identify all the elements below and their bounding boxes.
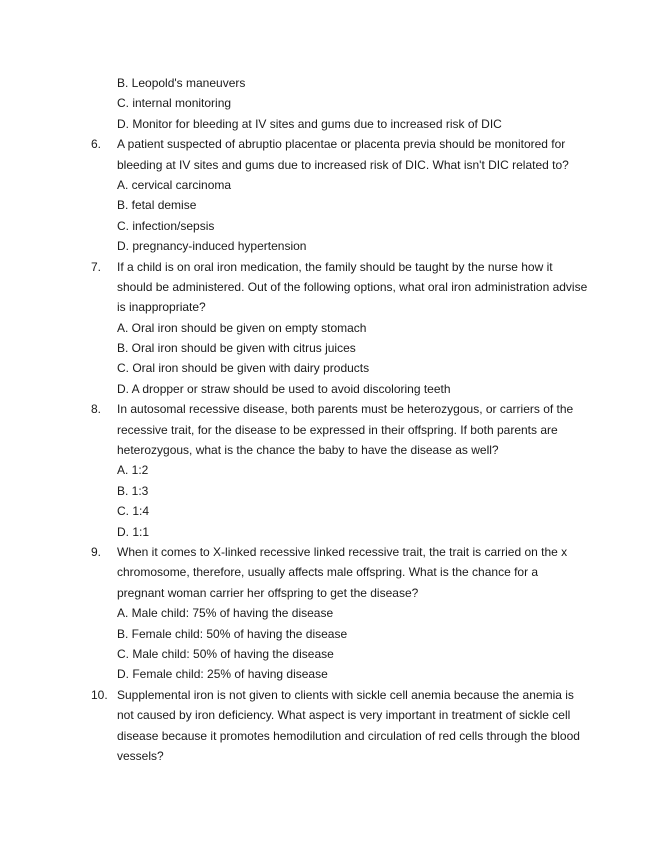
question-text: heterozygous, what is the chance the baby to have the disease as well? bbox=[117, 443, 499, 458]
question-line bbox=[0, 399, 655, 419]
answer-option: C. Male child: 50% of having the disease bbox=[117, 646, 334, 661]
question-text: chromosome, therefore, usually affects male offspring. What is the chance for a bbox=[117, 565, 539, 580]
question-text: disease because it promotes hemodilution and circulation of red cells through the blood bbox=[117, 728, 580, 743]
answer-option: A. cervical carcinoma bbox=[117, 177, 232, 192]
question-text: If a child is on oral iron medication, the family should be taught by the nurse how it bbox=[117, 259, 553, 274]
question-number: 8. bbox=[91, 402, 102, 417]
answer-option: D. Female child: 25% of having disease bbox=[117, 667, 328, 682]
answer-option: C. Oral iron should be given with dairy products bbox=[117, 361, 370, 376]
question-number: 10. bbox=[91, 687, 108, 702]
answer-option: A. Oral iron should be given on empty stomach bbox=[117, 320, 367, 335]
answer-option: B. Oral iron should be given with citrus juices bbox=[117, 341, 356, 356]
answer-option: A. Male child: 75% of having the disease bbox=[117, 606, 334, 621]
carryover-option: C. internal monitoring bbox=[117, 96, 232, 111]
question-text: not caused by iron deficiency. What aspect is very important in treatment of sickle cell bbox=[117, 708, 571, 723]
question-8 bbox=[0, 399, 655, 542]
answer-option: A. 1:2 bbox=[117, 463, 149, 478]
question-text: When it comes to X-linked recessive linked recessive trait, the trait is carried on the x bbox=[117, 544, 568, 559]
answer-option: B. 1:3 bbox=[117, 483, 149, 498]
question-line bbox=[0, 685, 655, 705]
document-page bbox=[0, 73, 655, 766]
question-number: 9. bbox=[91, 544, 102, 559]
question-text: vessels? bbox=[117, 748, 164, 763]
question-10 bbox=[0, 685, 655, 767]
answer-option: B. Female child: 50% of having the disease bbox=[117, 626, 348, 641]
question-text: In autosomal recessive disease, both parents must be heterozygous, or carriers of the bbox=[117, 402, 574, 417]
carryover-option: D. Monitor for bleeding at IV sites and gums due to increased risk of DIC bbox=[117, 116, 502, 131]
answer-option: C. infection/sepsis bbox=[117, 218, 215, 233]
question-text: Supplemental iron is not given to clients with sickle cell anemia because the anemia is bbox=[117, 687, 574, 702]
question-text: A patient suspected of abruptio placentae or placenta previa should be monitored for bbox=[117, 137, 566, 152]
answer-option: D. 1:1 bbox=[117, 524, 150, 539]
question-number: 6. bbox=[91, 137, 102, 152]
question-number: 7. bbox=[91, 259, 102, 274]
question-line bbox=[0, 257, 655, 277]
question-line bbox=[0, 542, 655, 562]
answer-option: B. fetal demise bbox=[117, 198, 197, 213]
answer-option: D. pregnancy-induced hypertension bbox=[117, 239, 307, 254]
question-text: recessive trait, for the disease to be expressed in their offspring. If both parents are bbox=[117, 422, 558, 437]
carryover-option: B. Leopold's maneuvers bbox=[117, 76, 246, 90]
question-6 bbox=[0, 134, 655, 256]
question-text: bleeding at IV sites and gums due to increased risk of DIC. What isn't DIC related to? bbox=[117, 157, 569, 172]
question-7 bbox=[0, 257, 655, 400]
question-text: is inappropriate? bbox=[117, 300, 206, 315]
question-9 bbox=[0, 542, 655, 685]
question-line bbox=[0, 134, 655, 154]
answer-option: C. 1:4 bbox=[117, 504, 150, 519]
answer-option: D. A dropper or straw should be used to avoid discoloring teeth bbox=[117, 381, 451, 396]
question-text: pregnant woman carrier her offspring to get the disease? bbox=[117, 585, 419, 600]
question-text: should be administered. Out of the following options, what oral iron administration advise bbox=[117, 279, 588, 294]
